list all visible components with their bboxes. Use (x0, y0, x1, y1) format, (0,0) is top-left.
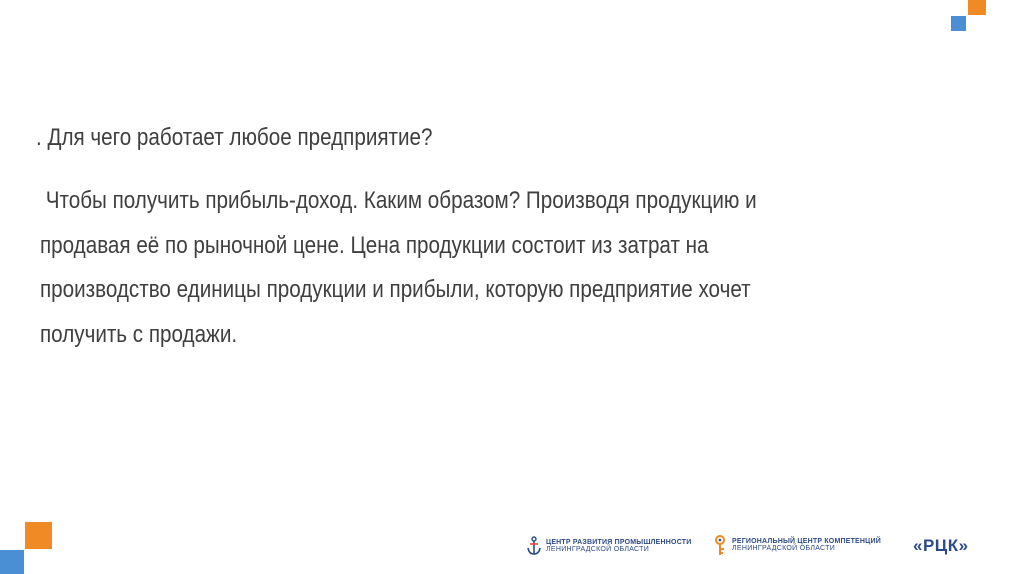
orange-square-decoration (25, 522, 52, 549)
logo-line: ЛЕНИНГРАДСКОЙ ОБЛАСТИ (546, 546, 650, 553)
blue-square-decoration (951, 16, 966, 31)
logo-regional-competence-center (712, 534, 881, 556)
rck-wordmark: «РЦК» (913, 536, 969, 555)
answer-line: продавая её по рыночной цене. Цена продукции состоит из затрат на (40, 231, 709, 259)
logo-line: ЛЕНИНГРАДСКОЙ ОБЛАСТИ (732, 545, 836, 552)
logo-rck (913, 536, 969, 556)
anchor-icon (526, 536, 542, 556)
answer-line: получить с продажи. (40, 320, 238, 348)
blue-square-decoration (0, 550, 24, 574)
answer-line: производство единицы продукции и прибыли, которую предприятие хочет (40, 276, 751, 303)
key-icon (712, 534, 728, 556)
orange-square-decoration (968, 0, 986, 15)
slide-answer (40, 179, 900, 357)
logo-industry-development-center (526, 536, 692, 556)
slide-question: . Для чего работает любое предприятие? (36, 124, 433, 151)
logo-line: РЕГИОНАЛЬНЫЙ ЦЕНТР КОМПЕТЕНЦИЙ (732, 538, 881, 545)
logo-line: ЦЕНТР РАЗВИТИЯ ПРОМЫШЛЕННОСТИ (546, 539, 692, 546)
answer-line: Чтобы получить прибыль-доход. Каким образом? Производя продукцию и (40, 187, 757, 214)
